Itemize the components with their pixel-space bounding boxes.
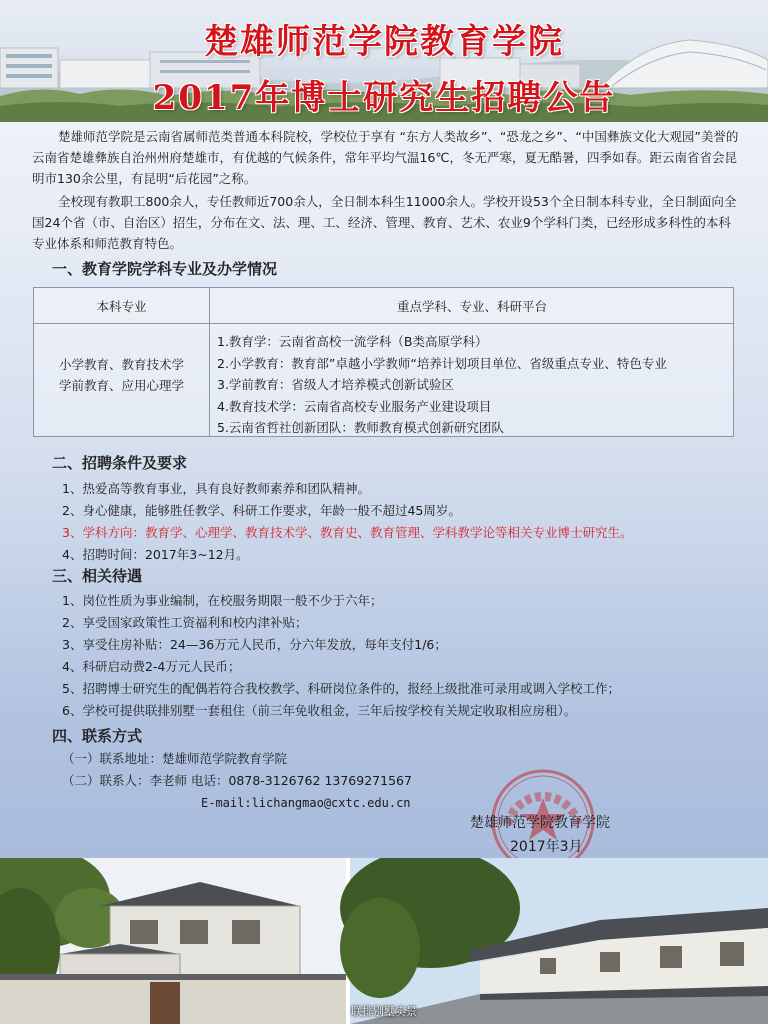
table-header-platforms: 重点学科、专业、科研平台 bbox=[396, 299, 547, 314]
benefit-item: 1、岗位性质为事业编制，在校服务期限一般不少于六年； bbox=[62, 593, 383, 608]
benefit-item: 5、招聘博士研究生的配偶若符合我校教学、科研岗位条件的，报经上级批准可录用或调入学校工作； bbox=[62, 681, 620, 696]
platform-item: 4.教育技术学：云南省高校专业服务产业建设项目 bbox=[217, 398, 492, 414]
table-header-majors: 本科专业 bbox=[96, 299, 147, 314]
platform-item: 5.云南省哲社创新团队：教师教育模式创新研究团队 bbox=[217, 420, 504, 435]
majors-line: 小学教育、教育技术学 bbox=[58, 357, 184, 372]
intro-paragraph-2 bbox=[32, 191, 742, 254]
header-banner bbox=[0, 0, 768, 122]
platform-item: 3.学前教育：省级人才培养模式创新试验区 bbox=[217, 377, 454, 392]
requirement-item-highlighted: 3、学科方向：教育学、心理学、教育技术学、教育史、教育管理、学科教学论等相关专业博士研究生。 bbox=[62, 525, 633, 540]
majors-table bbox=[33, 287, 734, 437]
benefits-list bbox=[62, 590, 620, 722]
contact-person-phone: （二）联系人：李老师 电话：0878-3126762 13769271567 bbox=[62, 773, 412, 788]
title-line2: 2017年博士研究生招聘公告 bbox=[152, 78, 616, 118]
requirements-list bbox=[62, 478, 632, 566]
table-cell-majors bbox=[34, 354, 209, 396]
contact-email: E-mail:lichangmao@cxtc.edu.cn bbox=[201, 796, 411, 810]
contact-info bbox=[62, 748, 412, 814]
platform-item: 2.小学教育：教育部”卓越小学教师“培养计划项目单位、省级重点专业、特色专业 bbox=[217, 355, 667, 371]
requirement-item: 4、招聘时间：2017年3~12月。 bbox=[62, 547, 249, 562]
section-heading-contact: 四、联系方式 bbox=[52, 727, 143, 745]
majors-line: 学前教育、应用心理学 bbox=[58, 378, 184, 393]
benefit-item: 2、享受国家政策性工资福利和校内津补贴； bbox=[62, 615, 308, 630]
benefit-item: 4、科研启动费2-4万元人民币； bbox=[62, 659, 241, 674]
intro-paragraph-2-text: 全校现有教职工800余人，专任教师近700余人，全日制本科生11000余人。学校开设53个全日制本科专业，全日制面向全国24个省（市、自治区）招生，分布在文、法、理、工、经济、管理、教育、艺术、农业9个学科门类，已经形成多科性的本科专业体系和师范教育特色。 bbox=[32, 194, 737, 251]
intro-paragraph-1-text: 楚雄师范学院是云南省属师范类普通本科院校，学校位于享有 “东方人类故乡”、“恐龙之乡”、“中国彝族文化大观园”美誉的云南省楚雄彝族自治州州府楚雄市，有优越的气候条件，常年平均气温16℃，冬无严寒，夏无酷暑，四季如春。距云南省省会昆明市130余公里，有昆明“后花园”之称。 bbox=[32, 129, 739, 186]
benefit-item: 6、学校可提供联排别墅一套租住（前三年免收租金，三年后按学校有关规定收取相应房租）。 bbox=[62, 703, 577, 718]
signature-organization: 楚雄师范学院教育学院 bbox=[470, 815, 610, 831]
photo-caption: 联排别墅实景 bbox=[351, 1005, 417, 1018]
intro-paragraph-1 bbox=[32, 126, 742, 189]
requirement-item: 2、身心健康，能够胜任教学、科研工作要求，年龄一般不超过45周岁。 bbox=[62, 503, 461, 518]
benefit-item: 3、享受住房补贴：24—36万元人民币，分六年发放，每年支付1/6； bbox=[62, 637, 447, 652]
signature-date: 2017年3月 bbox=[510, 839, 583, 855]
title-line1: 楚雄师范学院教育学院 bbox=[204, 22, 564, 62]
platform-item: 1.教育学：云南省高校一流学科（B类高原学科） bbox=[217, 334, 488, 349]
section-heading-benefits: 三、相关待遇 bbox=[52, 567, 143, 585]
contact-address: （一）联系地址：楚雄师范学院教育学院 bbox=[62, 751, 288, 766]
requirement-item: 1、热爱高等教育事业，具有良好教师素养和团队精神。 bbox=[62, 481, 370, 496]
table-cell-platforms bbox=[217, 331, 732, 439]
townhouse-photo-illustration bbox=[0, 858, 768, 1024]
section-heading-requirements: 二、招聘条件及要求 bbox=[52, 454, 188, 472]
section-heading-majors: 一、教育学院学科专业及办学情况 bbox=[52, 260, 278, 278]
townhouse-photo bbox=[0, 858, 768, 1024]
